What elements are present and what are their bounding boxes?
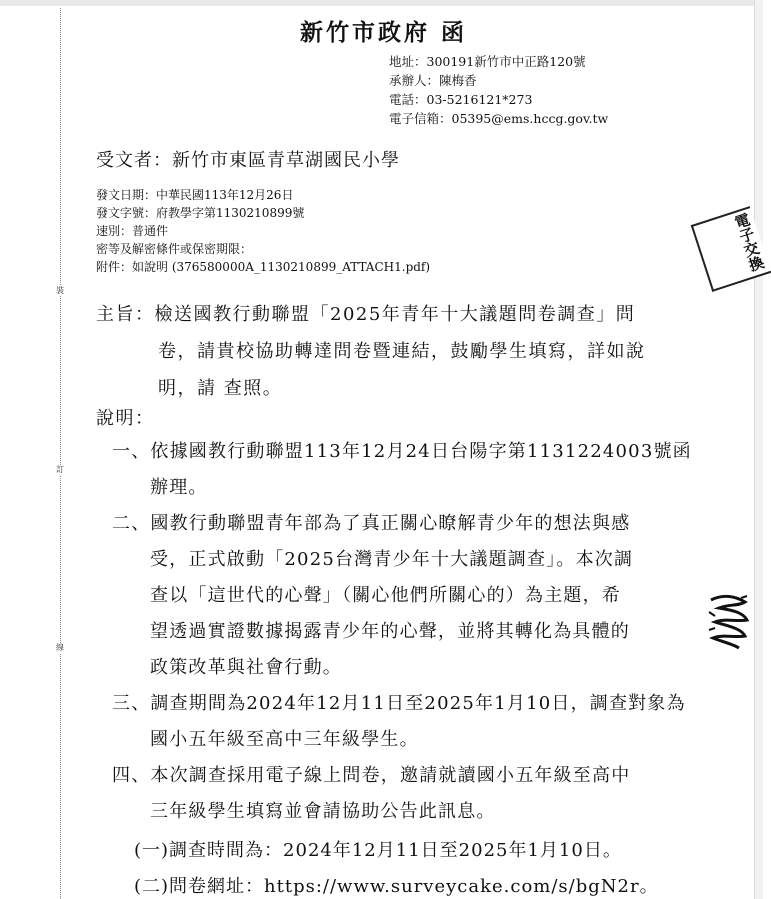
binding-mark-zhuang: 裝 <box>56 286 64 295</box>
delivery-speed: 速別：普通件 <box>96 224 169 238</box>
item-2-line-5: 政策改革與社會行動。 <box>150 657 342 678</box>
subject-line-3: 明，請 查照。 <box>158 378 283 399</box>
sender-email: 電子信箱：05395@ems.hccg.gov.tw <box>389 111 609 126</box>
binding-mark-ding: 訂 <box>56 465 64 474</box>
item-4-line-1: 四、本次調查採用電子線上問卷，邀請就讀國小五年級至高中 <box>112 765 631 786</box>
binding-line <box>60 8 61 899</box>
item-2-line-3: 查以「這世代的心聲」（關心他們所關心的）為主題，希 <box>150 585 621 606</box>
item-2-line-1: 二、國教行動聯盟青年部為了真正關心瞭解青少年的想法與感 <box>112 513 631 534</box>
item-3-line-2: 國小五年級至高中三年級學生。 <box>150 729 419 750</box>
subject-line-1: 主旨：檢送國教行動聯盟「2025年青年十大議題問卷調查」問 <box>96 304 636 325</box>
sub-item-survey-period: (一)調查時間為：2024年12月11日至2025年1月10日。 <box>134 840 622 861</box>
description-item-4 <box>112 758 692 830</box>
page-edge <box>754 0 763 899</box>
sender-info <box>389 52 608 128</box>
description-item-1 <box>112 434 692 506</box>
description-item-2 <box>112 506 692 686</box>
recipient: 受文者：新竹市東區青草湖國民小學 <box>96 150 400 171</box>
viewer-top-strip <box>0 0 763 6</box>
sender-phone: 電話：03-5216121*273 <box>389 92 533 107</box>
document-title: 新竹市政府 函 <box>300 19 468 46</box>
subject-line-2: 卷，請貴校協助轉達問卷暨連結，鼓勵學生填寫，詳如說 <box>158 341 646 362</box>
sub-item-survey-url: (二)問卷網址：https://www.surveycake.com/s/bgN2r。 <box>134 876 659 897</box>
item-4-line-2: 三年級學生填寫並會請協助公告此訊息。 <box>150 801 496 822</box>
exchange-stamp: 電子交換 <box>691 206 771 292</box>
item-1-line-2: 辦理。 <box>150 477 208 498</box>
attachment-info: 附件：如說明 (376580000A_1130210899_ATTACH1.pdf) <box>96 260 431 274</box>
binding-mark-xian: 線 <box>56 643 64 652</box>
issue-date: 發文日期：中華民國113年12月26日 <box>96 188 294 202</box>
item-2-line-2: 受，正式啟動「2025台灣青少年十大議題調查」。本次調 <box>150 549 634 570</box>
seal-mark-icon <box>705 592 751 650</box>
document-number: 發文字號：府教學字第1130210899號 <box>96 206 305 220</box>
item-1-line-1: 一、依據國教行動聯盟113年12月24日台陽字第1131224003號函 <box>112 441 692 462</box>
item-2-line-4: 望透過實證數據揭露青少年的心聲，並將其轉化為具體的 <box>150 621 630 642</box>
subject-section <box>96 296 686 407</box>
secrecy-level: 密等及解密條件或保密期限： <box>96 242 253 256</box>
document-meta <box>96 186 430 276</box>
sender-contact: 承辦人：陳梅香 <box>389 73 477 88</box>
description-heading: 說明： <box>96 408 155 429</box>
sender-address: 地址：300191新竹市中正路120號 <box>389 54 586 69</box>
item-3-line-1: 三、調查期間為2024年12月11日至2025年1月10日，調查對象為 <box>112 693 686 714</box>
description-item-3 <box>112 686 692 758</box>
